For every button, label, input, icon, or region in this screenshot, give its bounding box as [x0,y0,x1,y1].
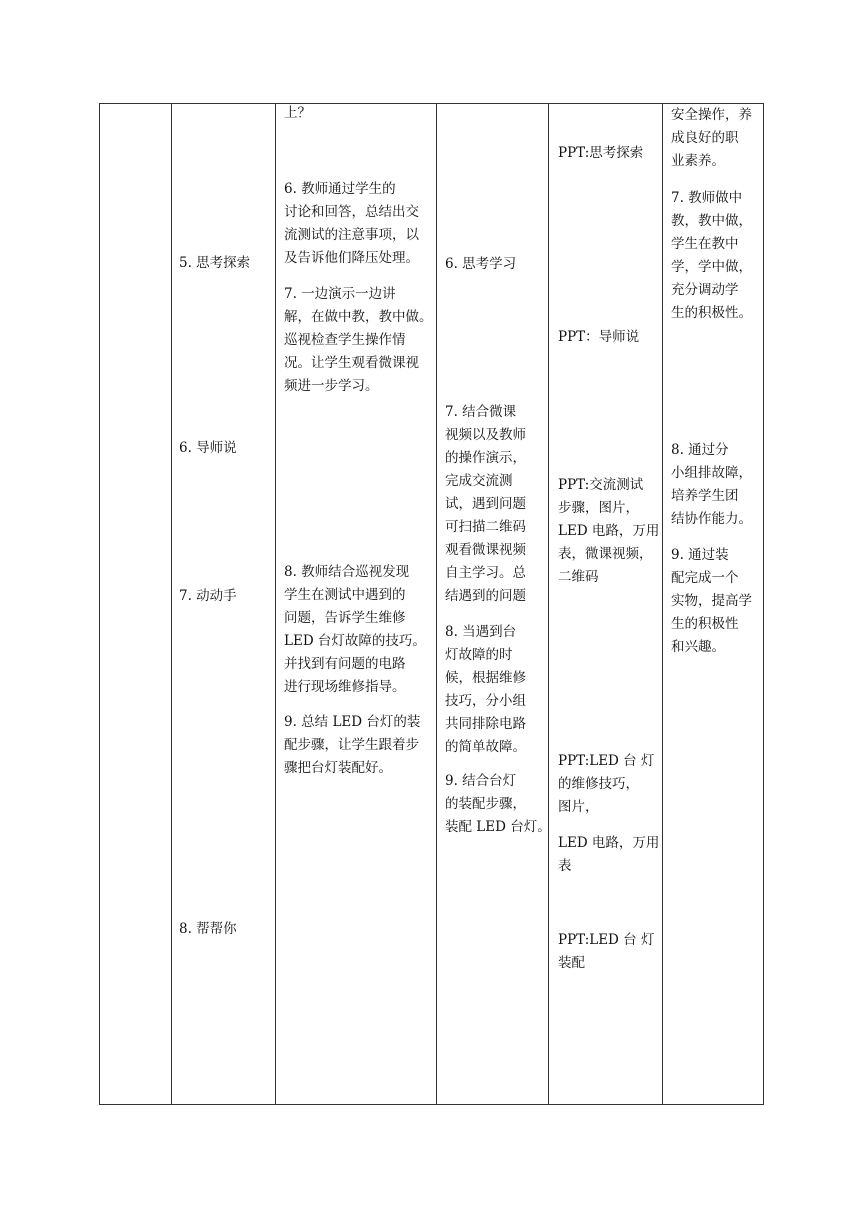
teacher-text-line: 进行现场维修指导。 [284,679,406,695]
student-text-line: 观看微课视频 [445,542,526,558]
student-text-line: 9. 结合台灯 [445,773,517,789]
teacher-text-line: 况。让学生观看微课视 [284,355,419,371]
teacher-text-line: 讨论和回答，总结出交 [284,204,419,220]
resource-text-line: 二维码 [558,569,599,585]
step-help-you: 8. 帮帮你 [179,921,237,937]
student-text-line: 6. 思考学习 [445,256,517,272]
student-text-line: 试，遇到问题 [445,496,526,512]
student-text-line: 可扫描二维码 [445,519,526,535]
teacher-text-line: 配步骤，让学生跟着步 [284,737,419,753]
student-text-line: 灯故障的时 [445,647,513,663]
resource-text-line: PPT:交流测试 [558,477,644,493]
student-text-line: 候，根据维修 [445,670,526,686]
step-think-explore: 5. 思考探索 [179,255,251,271]
column-divider [275,104,276,1104]
intent-text-line: 成良好的职 [671,130,739,146]
intent-text-line: 7. 教师做中 [671,190,743,206]
resource-text-line: 图片， [558,799,599,815]
intent-text-line: 实物，提高学 [671,593,752,609]
resource-text-line: LED 电路，万用 [558,835,660,851]
intent-text-line: 和兴趣。 [671,639,725,655]
student-text-line: 的简单故障。 [445,739,526,755]
step-hands-on: 7. 动动手 [179,588,237,604]
resource-text-line: 装配 [558,955,585,971]
resource-text-line: PPT:LED 台 灯 [558,753,655,769]
intent-text-line: 结协作能力。 [671,511,752,527]
teacher-text-line: 9. 总结 LED 台灯的装 [284,714,421,730]
teacher-text-line: 7. 一边演示一边讲 [284,286,396,302]
teacher-text-line: 骤把台灯装配好。 [284,760,392,776]
resource-text-line: LED 电路，万用 [558,523,660,539]
teacher-text-line: 及告诉他们降压处理。 [284,250,419,266]
student-text-line: 视频以及教师 [445,427,526,443]
student-text-line: 的装配步骤， [445,796,526,812]
intent-text-line: 安全操作，养 [671,107,752,123]
intent-text-line: 教，教中做， [671,213,752,229]
column-divider [662,104,663,1104]
intent-text-line: 生的积极性 [671,616,739,632]
resource-text-line: PPT:LED 台 灯 [558,932,655,948]
teacher-text-line: 学生在测试中遇到的 [284,587,406,603]
teacher-text-line: 问题，告诉学生维修 [284,610,406,626]
student-text-line: 结遇到的问题 [445,588,526,604]
student-text-line: 的操作演示， [445,450,526,466]
teacher-text-line: LED 台灯故障的技巧。 [284,633,426,649]
resource-text-line: PPT：导师说 [558,329,640,345]
student-text-line: 7. 结合微课 [445,404,517,420]
resource-text-line: 步骤，图片， [558,500,639,516]
student-text-line: 装配 LED 台灯。 [445,819,551,835]
resource-text-line: 表，微课视频， [558,546,653,562]
step-mentor-says: 6. 导师说 [179,440,237,456]
intent-text-line: 业素养。 [671,153,725,169]
intent-text-line: 9. 通过装 [671,547,729,563]
resource-text-line: 的维修技巧， [558,776,639,792]
intent-text-line: 生的积极性。 [671,305,752,321]
teacher-text-line: 流测试的注意事项，以 [284,227,419,243]
intent-text-line: 学，学中做， [671,259,752,275]
intent-text-line: 学生在教中 [671,236,739,252]
student-text-line: 技巧，分小组 [445,693,526,709]
intent-text-line: 8. 通过分 [671,442,729,458]
teacher-text-line: 8. 教师结合巡视发现 [284,564,410,580]
intent-text-line: 小组排故障， [671,465,752,481]
intent-text-line: 充分调动学 [671,282,739,298]
intent-text-line: 培养学生团 [671,488,739,504]
resource-text-line: PPT:思考探索 [558,145,644,161]
student-text-line: 自主学习。总 [445,565,526,581]
teacher-text-line: 并找到有问题的电路 [284,656,406,672]
column-divider [548,104,549,1104]
teacher-text-line: 6. 教师通过学生的 [284,181,396,197]
teacher-text-line: 上？ [284,105,311,121]
teacher-text-line: 巡视检查学生操作情 [284,332,406,348]
teacher-text-line: 解，在做中教，教中做。 [284,309,433,325]
column-divider [436,104,437,1104]
teacher-text-line: 频进一步学习。 [284,378,379,394]
intent-text-line: 配完成一个 [671,570,739,586]
column-divider [171,104,172,1104]
student-text-line: 共同排除电路 [445,716,526,732]
student-text-line: 完成交流测 [445,473,513,489]
resource-text-line: 表 [558,858,572,874]
student-text-line: 8. 当遇到台 [445,624,517,640]
